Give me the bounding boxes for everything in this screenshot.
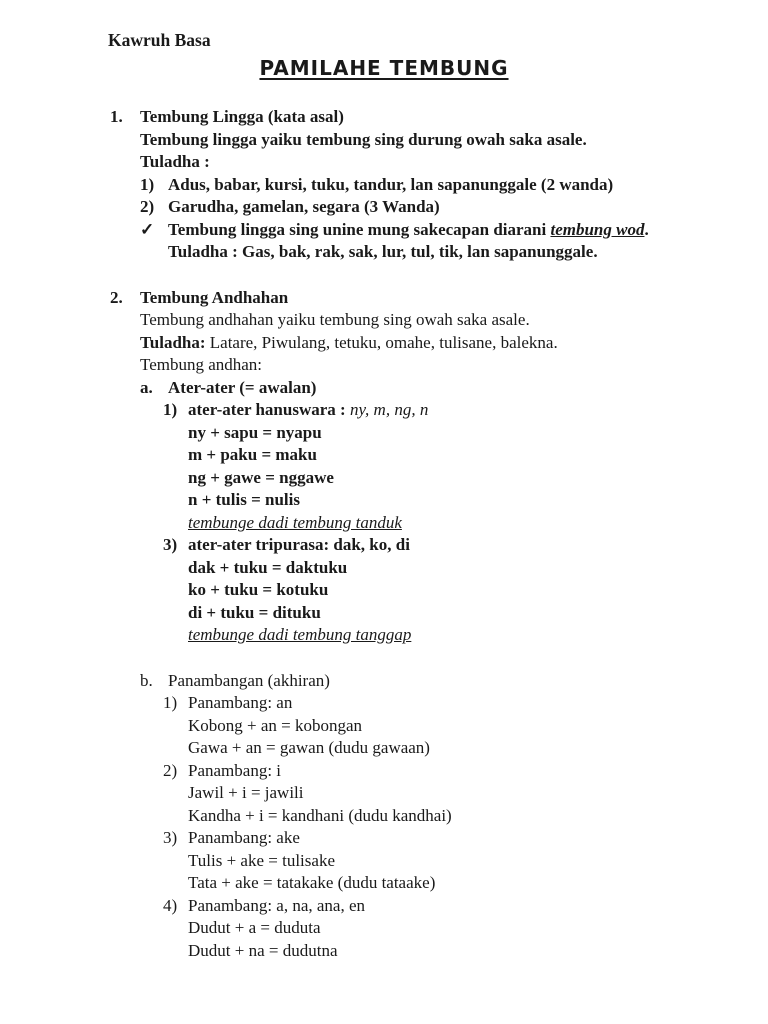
formula-line: ko + tuku = kotuku xyxy=(188,580,329,599)
doc-header: Kawruh Basa xyxy=(108,30,211,50)
s2b-g3-title-text: Panambang: ake xyxy=(188,828,300,847)
s2a-marker: a. xyxy=(140,377,153,397)
s2-number: 2. xyxy=(110,287,123,307)
s2b-heading xyxy=(0,670,768,693)
s1-example-2-text: Garudha, gamelan, segara (3 Wanda) xyxy=(168,197,440,216)
s2b-g3-number: 3) xyxy=(163,828,178,847)
formula-line: n + tulis = nulis xyxy=(188,490,300,509)
s2b-g1-number: 1) xyxy=(163,693,178,712)
checkmark-icon: ✓ xyxy=(140,219,155,239)
s1-example-2 xyxy=(0,196,768,219)
s2b-g4-title xyxy=(0,895,768,918)
s1-note-term: tembung wod xyxy=(550,219,645,239)
doc-body xyxy=(0,106,768,962)
s2a-heading xyxy=(0,377,768,400)
s2b-g3-title xyxy=(0,827,768,850)
s2b-g1-title xyxy=(0,692,768,715)
formula-line: Tata + ake = tatakake (dudu tataake) xyxy=(188,873,436,892)
s2-subheading: Tembung andhan: xyxy=(140,355,263,374)
s1-note-tuladha: Tuladha : Gas, bak, rak, sak, lur, tul, tik, lan sapanunggale. xyxy=(168,242,598,261)
formula-line: Dudut + na = dudutna xyxy=(188,940,338,960)
s2b-heading-text: Panambangan (akhiran) xyxy=(168,670,330,690)
s1-note-period: . xyxy=(644,219,649,239)
s2a-g1-title-italic: ny, m, ng, n xyxy=(349,400,429,419)
formula-line: di + tuku = dituku xyxy=(188,602,321,622)
formula-line: Dudut + a = duduta xyxy=(188,918,321,937)
doc-title xyxy=(0,56,768,80)
s2a-g1-note: tembunge dadi tembung tanduk xyxy=(188,512,402,532)
s2b-g2-title xyxy=(0,760,768,783)
formula-line: dak + tuku = daktuku xyxy=(188,557,348,577)
s2a-g3-title-text: ater-ater tripurasa: dak, ko, di xyxy=(188,535,410,554)
s2-tuladha-label: Tuladha: xyxy=(140,332,206,352)
formula-line: Kobong + an = kobongan xyxy=(188,715,363,735)
s2-heading-text: Tembung Andhahan xyxy=(140,287,289,307)
s2-tuladha-text: Latare, Piwulang, tetuku, omahe, tulisane, balekna. xyxy=(205,332,558,352)
s2-tuladha xyxy=(0,332,768,355)
s2a-g3-number: 3) xyxy=(163,535,178,554)
s2a-g1-title-text: ater-ater hanuswara : xyxy=(188,400,350,419)
s1-example-2-number: 2) xyxy=(140,197,155,216)
formula-line: m + paku = maku xyxy=(188,445,317,464)
formula-line: ny + sapu = nyapu xyxy=(188,422,322,442)
s2-heading xyxy=(0,287,768,310)
s2a-g3-note: tembunge dadi tembung tanggap xyxy=(188,625,412,644)
s1-number: 1. xyxy=(110,107,123,126)
s1-example-1-number: 1) xyxy=(140,174,155,194)
s2b-g4-number: 4) xyxy=(163,895,178,915)
doc-title-text: PAMILAHE TEMBUNG xyxy=(259,56,509,80)
s2a-g3-title xyxy=(0,534,768,557)
s2a-heading-text: Ater-ater (= awalan) xyxy=(168,377,317,397)
formula-line: Tulis + ake = tulisake xyxy=(188,850,335,870)
formula-line: Gawa + an = gawan (dudu gawaan) xyxy=(188,738,430,757)
formula-line: ng + gawe = nggawe xyxy=(188,467,334,487)
s1-example-1 xyxy=(0,174,768,197)
s2b-g2-title-text: Panambang: i xyxy=(188,760,282,780)
s2b-marker: b. xyxy=(140,670,153,690)
s2b-g2-number: 2) xyxy=(163,760,178,780)
formula-line: Jawil + i = jawili xyxy=(188,783,304,802)
s1-desc: Tembung lingga yaiku tembung sing durung owah saka asale. xyxy=(140,129,587,149)
s1-note xyxy=(0,219,768,242)
s1-example-1-text: Adus, babar, kursi, tuku, tandur, lan sapanunggale (2 wanda) xyxy=(168,174,614,194)
s1-heading xyxy=(0,106,768,129)
s1-note-text: Tembung lingga sing unine mung sakecapan diarani xyxy=(168,219,551,239)
s2b-g4-title-text: Panambang: a, na, ana, en xyxy=(188,895,366,915)
s2b-g1-title-text: Panambang: an xyxy=(188,693,293,712)
s1-heading-text: Tembung Lingga (kata asal) xyxy=(140,107,344,126)
s2a-g1-title xyxy=(0,399,768,422)
s1-tuladha-label: Tuladha : xyxy=(140,152,210,171)
s2-desc: Tembung andhahan yaiku tembung sing owah saka asale. xyxy=(140,310,530,329)
s2a-g1-number: 1) xyxy=(163,400,178,419)
formula-line: Kandha + i = kandhani (dudu kandhai) xyxy=(188,805,452,825)
